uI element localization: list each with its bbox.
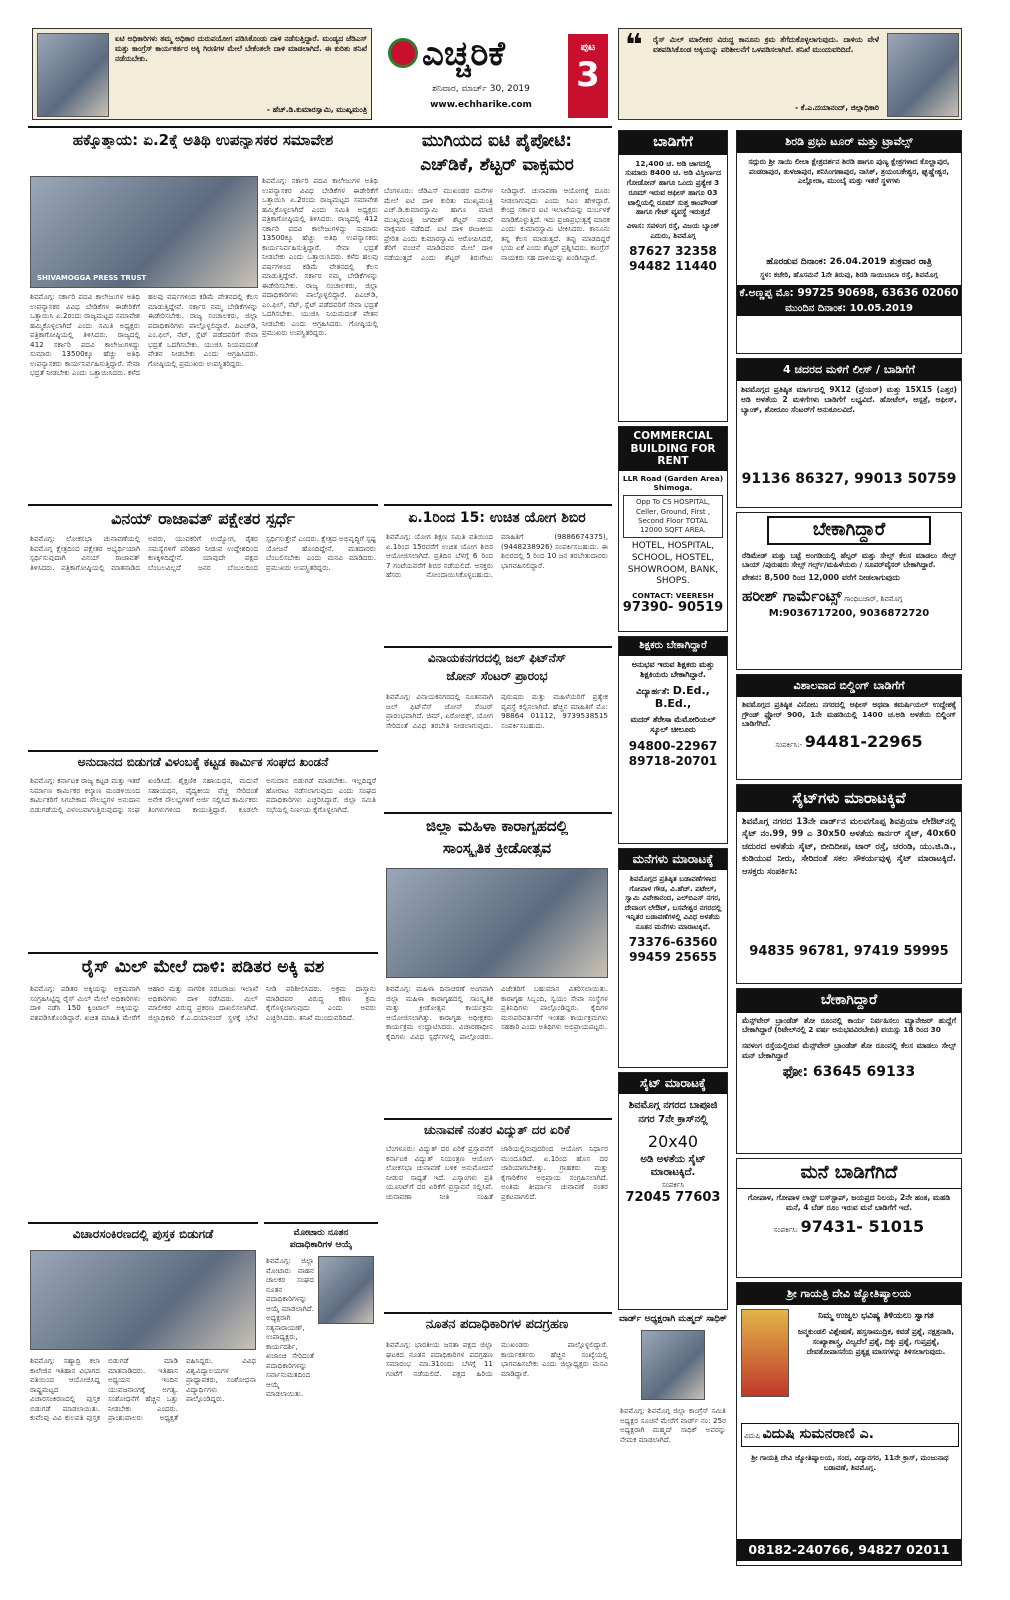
masthead-date: ಶನಿವಾರ, ಮಾರ್ಚ್ 30, 2019 [432,84,530,94]
classified-uses: HOTEL, HOSPITAL, SCHOOL, HOSTEL, SHOWROOM, BANK, SHOPS. [627,541,719,587]
article-body: ಶಿವಮೊಗ್ಗ: ಲೋಕಸಭಾ ಚುನಾವಣೆಯಲ್ಲಿ ಶಿವಮೊಗ್ಗ ಕ್ಷೇತ್ರದಿಂದ ಪಕ್ಷೇತರ ಅಭ್ಯರ್ಥಿಯಾಗಿ ಸ್ಪರ್ಧಿಸುವುದಾಗಿ ವಿನಯ್ ರಾಜಾವತ್ ತಿಳಿಸಿದರು. ಪತ್ರಿಕಾಗೋಷ್ಠಿಯಲ್ಲಿ ಮಾತನಾಡಿದ ಅವರು, ಯುವಕರಿಗೆ ಉದ್ಯೋಗ, ರೈತರ ಸಮಸ್ಯೆಗಳಿಗೆ ಪರಿಹಾರ ನೀಡುವ ಉದ್ದೇಶದಿಂದ ಕಣಕ್ಕಿಳಿದಿದ್ದೇನೆ. ಯಾವುದೇ ಪಕ್ಷದ ಬೆಂಬಲವಿಲ್ಲದೆ ಜನರ ಬೆಂಬಲದಿಂದ ಸ್ಪರ್ಧಿಸುತ್ತೇನೆ ಎಂದರು. ಕ್ಷೇತ್ರದ ಅಭಿವೃದ್ಧಿಗೆ ಸ್ಪಷ್ಟ ಯೋಜನೆ ಹೊಂದಿದ್ದೇನೆ. ಮತದಾರರು ಬೆಂಬಲಿಸಬೇಕು ಎಂದು ಮನವಿ ಮಾಡಿದರು. ಪ್ರಮುಖರು ಉಪಸ್ಥಿತರಿದ್ದರು. [30,534,376,572]
classified-body: ಶಿವಮೊಗ್ಗದ ಪ್ರತಿಷ್ಠಿತ ಬಡಾವಣೆಗಳಾದ ಗೋಪಾಳ ಗೌಡ, ವಿ.ಹೆಚ್. ಪಟೇಲ್, ಸ್ವಾಮಿ ವಿವೇಕಾನಂದ, ಎಲ್‌ಬಿಎಸ್ ನಗರ, ದೇವಾಂಗ ಲೇಔಟ್, ಬಸವೇಶ್ವರ ನಗರದಲ್ಲಿ ಇನ್ನಿತರ ಬಡಾವಣೆಗಳಲ್ಲಿ ವಿವಿಧ ಅಳತೆಯ ನೂತನ ಮನೆಗಳು ಮಾರಾಟಕ್ಕಿವೆ. [624,874,722,931]
article-body: ಶಿವಮೊಗ್ಗ: ವಿನಾಯಕನಗರದಲ್ಲಿ ನೂತನವಾಗಿ ಜಲ್ ಫಿಟ್‌ನೆಸ್ ಜೋನ್ ಸೆಂಟರ್ ಪ್ರಾರಂಭವಾಗಿದೆ. ಜಿಮ್, ಏರೋಬಿಕ್ಸ್, ಯೋಗ ಸೇರಿದಂತೆ ವಿವಿಧ ತರಬೇತಿ ನೀಡಲಾಗುವುದು. ಪುರುಷರು ಮತ್ತು ಮಹಿಳೆಯರಿಗೆ ಪ್ರತ್ಯೇಕ ವ್ಯವಸ್ಥೆ ಕಲ್ಪಿಸಲಾಗಿದೆ. ಹೆಚ್ಚಿನ ಮಾಹಿತಿಗೆ ಮೊ: 98864 01112, 9739538515 ಸಂಪರ್ಕಿಸಬಹುದು. [386,692,608,730]
classified-body: ಶಿವಮೊಗ್ಗದ ಪ್ರತಿಷ್ಠಿತ ವಿನೋಬ ನಗರದಲ್ಲಿ ಆಫೀಸ್ ಅಥವಾ ಕಮರ್ಷಿಯಲ್ ಉದ್ದೇಶಕ್ಕೆ ಗ್ರೌಂಡ್ ಫ್ಲೋರ್ 900, 1ನೇ ಮಹಡಿಯಲ್ಲಿ 1400 ಚ.ಅಡಿ ಅಳತೆಯ ಬಿಲ್ಡಿಂಗ್ ಬಾಡಿಗೆಗಿದೆ. [742,699,956,729]
next-date: ಮುಂದಿನ ದಿನಾಂಕ: 10.05.2019 [737,302,961,317]
classified-four-sqm [736,358,962,508]
article-body: ಶಿವಮೊಗ್ಗ: ಸರ್ಕಾರಿ ಪದವಿ ಕಾಲೇಜುಗಳ ಅತಿಥಿ ಉಪನ್ಯಾಸಕರ ವಿವಿಧ ಬೇಡಿಕೆಗಳ ಈಡೇರಿಕೆಗೆ ಒತ್ತಾಯಿಸಿ ಏ.2ರಂದು ರಾಜ್ಯಮಟ್ಟದ ಸಮಾವೇಶ ಹಮ್ಮಿಕೊಳ್ಳಲಾಗಿದೆ ಎಂದು ಸಮಿತಿ ಅಧ್ಯಕ್ಷರು ಪತ್ರಿಕಾಗೋಷ್ಠಿಯಲ್ಲಿ ತಿಳಿಸಿದರು. ರಾಜ್ಯದಲ್ಲಿ 412 ಸರ್ಕಾರಿ ಪದವಿ ಕಾಲೇಜುಗಳಿದ್ದು ಸುಮಾರು 13500ಕ್ಕೂ ಹೆಚ್ಚು ಅತಿಥಿ ಉಪನ್ಯಾಸಕರು ಕಾರ್ಯನಿರ್ವಹಿಸುತ್ತಿದ್ದಾರೆ. ಸೇವಾ ಭದ್ರತೆ ನೀಡಬೇಕು ಎಂದು ಒತ್ತಾಯಿಸಿದರು. ಕಳೆದ ಹಲವು ವರ್ಷಗಳಿಂದ ಕಡಿಮೆ ವೇತನದಲ್ಲಿ ಕೆಲಸ ಮಾಡುತ್ತಿದ್ದೇವೆ. ಸರ್ಕಾರ ನಮ್ಮ ಬೇಡಿಕೆಗಳನ್ನು ಈಡೇರಿಸಬೇಕು. ರಾಜ್ಯ ಸಂಚಾಲಕರು, ಜಿಲ್ಲಾ ಪದಾಧಿಕಾರಿಗಳು ಪಾಲ್ಗೊಳ್ಳಲಿದ್ದಾರೆ. ಪಿಎಚ್‌ಡಿ, ಎಂ.ಫಿಲ್, ನೆಟ್, ಸ್ಲೆಟ್ ಪಡೆದವರಿಗೆ ಸೇವಾ ಭದ್ರತೆ ಒದಗಿಸಬೇಕು. ಯುಜಿಸಿ ನಿಯಮದಂತೆ ವೇತನ ನೀಡಬೇಕು ಎಂದು ಆಗ್ರಹಿಸಿದರು. ಗೋಷ್ಠಿಯಲ್ಲಿ ಪ್ರಮುಖರು ಉಪಸ್ಥಿತರಿದ್ದರು. [30,292,258,377]
classified-body: ಗೋಪಾಳ, ಗೋಪಾಳ ಲಾಸ್ಟ್ ಬಸ್‌ಸ್ಟಾಪ್, ಜಯಪ್ರದ ನಿಲಯ, 2ನೇ ಹಂತ, ಮಹಡಿ ಮನೆ, 4 ಬೆಡ್ ರೂಂ ಇರುವ ಮನೆ ಬಾಡಿಗೆಗೆ ಇದೆ. [747,1192,951,1212]
classified-body: ಜನ್ಮಕುಂಡಲಿ ವಿಶ್ಲೇಷಣೆ, ಹಸ್ತಸಾಮುದ್ರಿಕ, ಕವಡೆ ಪ್ರಶ್ನೆ, ನಕ್ಷತ್ರನಾಡಿ, ಸಂಖ್ಯಾಶಾಸ್ತ್ರ, ವಿಲ್ವದೆಲೆ ಪ್ರಶ್ನೆ, ದಿಕ್ಕು ಪ್ರಶ್ನೆ, ಗುಪ್ತಪ್ರಶ್ನೆ, ದೇವತೋಪಾಸನೆಯ ಪ್ರತ್ಯಕ್ಷ ಮಾಸಗಳನ್ನು ತಿಳಿಸಲಾಗುವುದು. [797,1327,955,1356]
logo-icon [388,38,418,68]
shop-location: ಗಾಂಧಿಬಜಾರ್, ಶಿವಮೊಗ್ಗ [844,594,903,603]
classified-big-building [736,674,962,780]
astro-tagline: ನಿಮ್ಮ ಉಜ್ವಲ ಭವಿಷ್ಯ ತಿಳಿಯಲು ಸ್ವಾಗತ [818,1311,934,1321]
quote-right [618,28,962,120]
phone[interactable]: 99459 25655 [629,950,717,964]
headline-new-office: ನೂತನ ಪದಾಧಿಕಾರಿಗಳ ಪದಗ್ರಹಣ [425,1318,569,1332]
salary: ವೇತನ: 8,500 ರಿಂದ 12,000 ವರೆಗೆ ನೀಡಲಾಗುವುದು [742,573,900,583]
classified-houses-sale [618,848,728,1068]
divider [264,1222,378,1224]
article-body: ಶಿವಮೊಗ್ಗ: ಪಡಿತರ ಅಕ್ಕಿಯನ್ನು ಅಕ್ರಮವಾಗಿ ಸಂಗ್ರಹಿಸಿಟ್ಟಿದ್ದ ರೈಸ್ ಮಿಲ್ ಮೇಲೆ ಅಧಿಕಾರಿಗಳು ದಾಳಿ ನಡೆಸಿ 150 ಕ್ವಿಂಟಾಲ್ ಅಕ್ಕಿಯನ್ನು ವಶಪಡಿಸಿಕೊಂಡಿದ್ದಾರೆ. ಖಚಿತ ಮಾಹಿತಿ ಮೇರೆಗೆ ಆಹಾರ ಮತ್ತು ನಾಗರಿಕ ಸರಬರಾಜು ಇಲಾಖೆ ಅಧಿಕಾರಿಗಳು ದಾಳಿ ನಡೆಸಿದರು. ಮಿಲ್ ಮಾಲೀಕರ ವಿರುದ್ಧ ಪ್ರಕರಣ ದಾಖಲಿಸಲಾಗಿದೆ. ಜಿಲ್ಲಾಧಿಕಾರಿ ಕೆ.ಎ.ದಯಾನಂದ್ ಸ್ಥಳಕ್ಕೆ ಭೇಟಿ ನೀಡಿ ಪರಿಶೀಲಿಸಿದರು. ಅಕ್ರಮ ದಾಸ್ತಾನು ಮಾಡಿದವರ ವಿರುದ್ಧ ಕಠಿಣ ಕ್ರಮ ಕೈಗೊಳ್ಳಲಾಗುವುದು ಎಂದು ಅವರು ಎಚ್ಚರಿಸಿದರು. ತನಿಖೆ ಮುಂದುವರಿದಿದೆ. [30,984,376,1022]
headline-vinay: ವಿನಯ್ ರಾಜಾವತ್ ಪಕ್ಷೇತರ ಸ್ಪರ್ಧೆ [111,510,295,528]
article-photo [386,868,608,978]
phone[interactable]: M:9036717200, 9036872720 [768,608,930,620]
classified-title: ವಿಶಾಲವಾದ ಬಿಲ್ಡಿಂಗ್ ಬಾಡಿಗೆಗೆ [737,675,961,697]
notice-body: ಶಿವಮೊಗ್ಗ: ಶಿವಮೊಗ್ಗ ಜಿಲ್ಲಾ ಕಾಂಗ್ರೆಸ್ ಸಮಿತಿ ಅಧ್ಯಕ್ಷರ ಸೂಚನೆ ಮೇರೆಗೆ ವಾರ್ಡ್ ನಂ: 25ರ ಅಧ್ಯಕ್ಷರಾಗಿ ಮಹ್ಮದ್ ಸಾಧಿಕ್ ಅವರನ್ನು ನೇಮಕ ಮಾಡಲಾಗಿದೆ. [620,1406,726,1444]
headline-fitness-2: ಜೋನ್ ಸೆಂಟರ್ ಪ್ರಾರಂಭ [446,670,548,683]
classified-address: ಸ್ಥಳ: ಕಚೇರಿ, ಹೊಸಮನೆ 1ನೇ ತಿರುವು, ಶಿರಡಿ ಸಾಯಿಬಾಬಾ ರಸ್ತೆ, ಶಿವಮೊಗ್ಗ [760,270,938,279]
classified-title: 4 ಚದರದ ಮಳಿಗೆ ಲೀಸ್ / ಬಾಡಿಗೆಗೆ [737,359,961,381]
classified-body: ಸವಳಂಗ ರಸ್ತೆಯಲ್ಲಿರುವ ಮೆನ್ಸ್‌ವೇರ್ ಬ್ರಾಂಡೆಡ್ ಶೋ ರೂಂನಲ್ಲಿ ಕೆಲಸ ಮಾಡಲು ಸೇಲ್ಸ್ ಮನ್ ಬೇಕಾಗಿದ್ದಾರೆ [742,1041,956,1060]
photo-caption: SHIVAMOGGA PRESS TRUST [37,274,147,283]
qualification-label: ವಿದ್ಯಾರ್ಹತೆ: [636,686,670,697]
phone[interactable]: 89718-20701 [628,754,718,768]
classified-details: Opp To CS HOSPITAL, Celler, Ground, First , Second Floor TOTAL 12000 SQFT AREA. [623,495,723,538]
classified-rent [618,130,728,422]
article-body: ಶಿವಮೊಗ್ಗ: ಸಹ್ಯಾದ್ರಿ ಕಲಾ ಕಾಲೇಜಿನ ಇತಿಹಾಸ ವಿಭಾಗದ ವತಿಯಿಂದ ಆಯೋಜಿಸಿದ್ದ ರಾಷ್ಟ್ರಮಟ್ಟದ ವಿಚಾರಸಂಕಿರಣದಲ್ಲಿ ಪುಸ್ತಕ ಬಿಡುಗಡೆ ಮಾಡಲಾಯಿತು. ಕುವೆಂಪು ವಿವಿ ಕುಲಪತಿ ಪುಸ್ತಕ ಬಿಡುಗಡೆ ಮಾಡಿ ಮಾತನಾಡಿದರು. ಇತಿಹಾಸ ಅಧ್ಯಯನ ಇಂದಿನ ಯುವಜನಾಂಗಕ್ಕೆ ಅಗತ್ಯ. ಸಂಶೋಧನೆಗೆ ಹೆಚ್ಚಿನ ಒತ್ತು ನೀಡಬೇಕು ಎಂದರು. ಪ್ರಾಂಶುಪಾಲರು ಅಧ್ಯಕ್ಷತೆ ವಹಿಸಿದ್ದರು. ವಿವಿಧ ವಿಶ್ವವಿದ್ಯಾಲಯಗಳ ಪ್ರಾಧ್ಯಾಪಕರು, ಸಂಶೋಧನಾ ವಿದ್ಯಾರ್ಥಿಗಳು ಪಾಲ್ಗೊಂಡಿದ್ದರು. [30,1356,256,1422]
name-label: ವಿದುಷಿ [744,1432,761,1440]
school-name: ಮದರ್ ತೆರೇಸಾ ಮೆಮೋರಿಯಲ್ ಸ್ಕೂಲ್ ಚೀಲೂರು [630,715,716,734]
classified-body: ಅಡಿ ಅಳತೆಯ ಸೈಟ್ ಮಾರಾಟಕ್ಕಿದೆ. [640,1154,706,1178]
page-number: 3 [576,54,600,95]
page-label: ಪುಟ [580,42,596,53]
divider [28,504,378,506]
author-photo [37,33,109,117]
masthead-url[interactable]: www.echharike.com [430,100,532,110]
phone[interactable]: 87627 32358 [629,244,717,259]
headline-motor-1: ಮೋಟಾರು ನೂತನ [293,1228,349,1238]
article-body: ಶಿವಮೊಗ್ಗ: ಯೋಗ ಶಿಕ್ಷಣ ಸಮಿತಿ ವತಿಯಿಂದ ಏ.1ರಿಂದ 15ರವರೆಗೆ ಉಚಿತ ಯೋಗ ಶಿಬಿರ ಆಯೋಜಿಸಲಾಗಿದೆ. ಪ್ರತಿದಿನ ಬೆಳಗ್ಗೆ 6 ರಿಂದ 7 ಗಂಟೆಯವರೆಗೆ ಶಿಬಿರ ನಡೆಯಲಿದೆ. ಆಸಕ್ತರು ಹೆಸರು ನೋಂದಾಯಿಸಿಕೊಳ್ಳಬಹುದು. ಮಾಹಿತಿಗೆ (9886674375), (9448238926) ಸಂಪರ್ಕಿಸಬಹುದು. ಈ ಶಿಬಿರದಲ್ಲಿ 5 ರಿಂದ 10 ಜನ ತರಬೇತುದಾರರು ಭಾಗವಹಿಸಲಿದ್ದಾರೆ. [386,532,608,579]
ward-president-notice [618,1314,728,1566]
phone[interactable]: 94481-22965 [804,732,923,752]
departure-label: ಹೊರಡುವ ದಿನಾಂಕ: [766,256,827,267]
classified-title: ಶ್ರೀ ಗಾಯತ್ರಿ ದೇವಿ ಜ್ಯೋತಿಷ್ಯಾಲಯ [737,1283,961,1305]
headline-book: ವಿಚಾರಸಂಕಿರಣದಲ್ಲಿ ಪುಸ್ತಕ ಬಿಡುಗಡೆ [72,1228,214,1241]
classified-title: ಬೇಕಾಗಿದ್ದಾರೆ [737,989,961,1013]
divider [28,126,612,128]
classified-title: ಬೇಕಾಗಿದ್ದಾರೆ [767,516,931,545]
headline-jail-1: ಜಿಲ್ಲಾ ಮಹಿಳಾ ಕಾರಾಗೃಹದಲ್ಲಿ [426,818,568,835]
page-number-box [568,34,608,118]
divider [28,750,378,752]
classified-location: LLR Road (Garden Area) Shimoga. [622,473,724,493]
headline-rice-mill: ರೈಸ್ ಮಿಲ್ ಮೇಲೆ ದಾಳಿ: ಪಡಿತರ ಅಕ್ಕಿ ವಶ [81,958,325,977]
masthead-logo: ಎಚ್ಚರಿಕೆ [422,34,506,74]
quote-text: ರೈಸ್ ಮಿಲ್ ಮಾಲೀಕರ ವಿರುದ್ಧ ಕಾನೂನು ಕ್ರಮ ತೆಗೆದುಕೊಳ್ಳಲಾಗುವುದು. ದಾಳಿಯ ವೇಳೆ ವಶಪಡಿಸಿಕೊಂಡ ಅಕ್ಕಿಯನ್ನು ಪರಿಶೀಲನೆಗೆ ಒಳಪಡಿಸಲಾಗಿದೆ. ತನಿಖೆ ಮುಂದುವರಿದಿದೆ. [653,35,879,54]
classified-title: ಬಾಡಿಗೆಗೆ [619,131,727,155]
headline-it-raid-2: ಎಚ್‌ಡಿಕೆ, ಶೆಟ್ಟರ್ ವಾಕ್ಸಮರ [420,156,574,175]
article-body: ಶಿವಮೊಗ್ಗ: ಕರ್ನಾಟಕ ರಾಜ್ಯ ಕಟ್ಟಡ ಮತ್ತು ಇತರೆ ನಿರ್ಮಾಣ ಕಾರ್ಮಿಕರ ಕಲ್ಯಾಣ ಮಂಡಳಿಯಿಂದ ಕಾರ್ಮಿಕರಿಗೆ ಸಿಗಬೇಕಾದ ಸೌಲಭ್ಯಗಳ ಅನುದಾನ ಬಿಡುಗಡೆಯಲ್ಲಿ ವಿಳಂಬವಾಗುತ್ತಿರುವುದನ್ನು ಸಂಘ ಖಂಡಿಸಿದೆ. ಶೈಕ್ಷಣಿಕ ಸಹಾಯಧನ, ಮದುವೆ ಸಹಾಯಧನ, ವೈದ್ಯಕೀಯ ವೆಚ್ಚ ಸೇರಿದಂತೆ ಅನೇಕ ಸೌಲಭ್ಯಗಳಿಗೆ ಅರ್ಜಿ ಸಲ್ಲಿಸಿದ ಕಾರ್ಮಿಕರು ತಿಂಗಳುಗಳಿಂದ ಕಾಯುತ್ತಿದ್ದಾರೆ. ಕೂಡಲೇ ಅನುದಾನ ಬಿಡುಗಡೆ ಮಾಡಬೇಕು. ಇಲ್ಲದಿದ್ದರೆ ಹೋರಾಟ ನಡೆಸಲಾಗುವುದು ಎಂದು ಸಂಘದ ಪದಾಧಿಕಾರಿಗಳು ಎಚ್ಚರಿಸಿದ್ದಾರೆ. ಜಿಲ್ಲಾ ಸಮಿತಿ ಸಭೆಯಲ್ಲಿ ನಿರ್ಣಯ ಕೈಗೊಳ್ಳಲಾಗಿದೆ. [30,776,376,814]
article-photo [30,1250,256,1350]
classified-title: ಸೈಟ್‌ಗಳು ಮಾರಾಟಕ್ಕಿವೆ [737,785,961,812]
classified-title: COMMERCIAL BUILDING FOR RENT [619,427,727,471]
classified-wanted [736,512,962,670]
shop-name: ಹರೀಶ್ ಗಾರ್ಮೆಂಟ್ಸ್ [742,586,842,605]
masthead [384,28,612,120]
classified-commercial [618,426,728,632]
classified-title: ಶಿಕ್ಷಕರು ಬೇಕಾಗಿದ್ದಾರೆ [619,637,727,656]
classified-teachers [618,636,728,844]
classified-shirdi [736,130,962,354]
classified-body: ಶಿವಮೊಗ್ಗ ನಗರದ 13ನೇ ವಾರ್ಡ್‌ನ ಮಲವಗೊಪ್ಪ ಶಿವಪ್ರಿಯಾ ಲೇಔಟ್‌ನಲ್ಲಿ ಸೈಟ್ ನಂ.99, 99 ಎ 30x50 ಅಳತೆಯ ಕಾರ್ನರ್ ಸೈಟ್, 40x60 ಚದುರದ ಅಳತೆಯ ಸೈಟ್, ಬೀದಿದೀಪ, ಟಾರ್ ರಸ್ತೆ, ಚರಂಡಿ, ಯು.ಜಿ.ಡಿ., ಕುಡಿಯುವ ನೀರು, ಸೇರಿದಂತೆ ಸಕಲ ಸೌಕರ್ಯವುಳ್ಳ ಸೈಟ್ ಮಾರಾಟಕ್ಕಿದೆ. ಆಸಕ್ತರು ಸಂಪರ್ಕಿಸಿ: [742,816,956,877]
divider [384,646,612,648]
classified-astro [736,1282,962,1566]
headline-fitness-1: ವಿನಾಯಕನಗರದಲ್ಲಿ ಜಲ್ ಫಿಟ್‌ನೆಸ್ [427,652,567,665]
phone[interactable]: 94800-22967 [628,739,718,753]
classified-wanted-2 [736,988,962,1154]
divider [384,1118,612,1120]
phone[interactable]: ಕೆ.ಅಣ್ಣಪ್ಪ ಮೊ: 99725 90698, 63636 02060 [737,285,961,302]
person-photo [641,1330,705,1400]
quote-mark-icon: ❝ [625,31,643,61]
phone[interactable]: ಫೋ: 63645 69133 [782,1063,916,1080]
article-body: ಶಿವಮೊಗ್ಗ: ಜಿಲ್ಲಾ ಮೋಟಾರು ವಾಹನ ಚಾಲಕರ ಸಂಘದ ನೂತನ ಪದಾಧಿಕಾರಿಗಳನ್ನು ಆಯ್ಕೆ ಮಾಡಲಾಗಿದೆ. ಅಧ್ಯಕ್ಷರಾಗಿ ಸತ್ಯನಾರಾಯಣ್, ಉಪಾಧ್ಯಕ್ಷರು, ಕಾರ್ಯದರ್ಶಿ, ಖಜಾಂಚಿ ಸೇರಿದಂತೆ ಪದಾಧಿಕಾರಿಗಳನ್ನು ಸರ್ವಾನುಮತದಿಂದ ಆಯ್ಕೆ ಮಾಡಲಾಯಿತು. [266,1256,314,1398]
phone[interactable]: 91136 86327, 99013 50759 [741,470,957,487]
quote-author: - ಕೆ.ಎ.ದಯಾನಂದ್, ಜಿಲ್ಲಾಧಿಕಾರಿ [795,103,879,112]
phone[interactable]: 94482 11440 [629,259,717,274]
classified-body: ರೆಡಿಮೇಡ್ ಮತ್ತು ಬಟ್ಟೆ ಅಂಗಡಿಯಲ್ಲಿ ಹೆಲ್ಪರ್ ಮತ್ತು ಸೇಲ್ಸ್ ಕೆಲಸ ಮಾಡಲು ಸೇಲ್ಸ್ ಬಾಯ್ /ಪುರುಷರು ಸೇಲ್ಸ್ ಗರ್ಲ್ಸ್/ಮಹಿಳೆಯರು / ಸೂಪರ್‌ವೈಸರ್ ಬೇಕಾಗಿದ್ದಾರೆ. [742,550,956,570]
contact-name: VEERESH [675,590,714,600]
classified-sites [736,784,962,984]
divider [28,1222,258,1224]
departure-date: 26.04.2019 ಶುಕ್ರವಾರ ರಾತ್ರಿ [829,256,932,267]
classified-house-rent [736,1158,962,1278]
divider [384,504,612,506]
headline-jail-2: ಸಾಂಸ್ಕೃತಿಕ ಕ್ರೀಡೋತ್ಸವ [442,840,552,857]
headline-workers: ಅನುದಾನದ ಬಿಡುಗಡೆ ವಿಳಂಬಕ್ಕೆ ಕಟ್ಟಡ ಕಾರ್ಮಿಕ ಸಂಘದ ಖಂಡನೆ [77,756,329,769]
article-photo [30,176,258,288]
headline-it-raid-1: ಮುಗಿಯದ ಐಟಿ ಪೈಪೋಟಿ: [421,132,573,151]
person-photo [318,1256,374,1324]
headline-electricity: ಚುನಾವಣೆ ನಂತರ ವಿದ್ಯುತ್ ದರ ಏರಿಕೆ [423,1124,571,1137]
divider [384,812,612,814]
headline-guest-lecturers: ಹಕ್ಕೊತ್ತಾಯ: ಏ.2ಕ್ಕೆ ಅತಿಥಿ ಉಪನ್ಯಾಸಕರ ಸಮಾವೇಶ [72,132,334,149]
phone[interactable]: 73376-63560 [628,935,718,949]
article-body: ಬೆಂಗಳೂರು: ಜೆಡಿಎಸ್ ಮುಖಂಡರ ಮನೆಗಳ ಮೇಲೆ ಐಟಿ ದಾಳಿ ಕುರಿತು ಮುಖ್ಯಮಂತ್ರಿ ಎಚ್.ಡಿ.ಕುಮಾರಸ್ವಾಮಿ ಹಾಗೂ ಮಾಜಿ ಮುಖ್ಯಮಂತ್ರಿ ಜಗದೀಶ್ ಶೆಟ್ಟರ್ ನಡುವೆ ವಾಕ್ಸಮರ ನಡೆದಿದೆ. ಐಟಿ ದಾಳಿ ರಾಜಕೀಯ ಪ್ರೇರಿತ ಎಂದು ಕುಮಾರಸ್ವಾಮಿ ಆರೋಪಿಸಿದರೆ, ತೆರಿಗೆ ವಂಚನೆ ಮಾಡಿದವರ ಮೇಲೆ ದಾಳಿ ನಡೆಯುತ್ತದೆ ಎಂದು ಶೆಟ್ಟರ್ ತಿರುಗೇಟು ನೀಡಿದ್ದಾರೆ. ಚುನಾವಣಾ ಆಯೋಗಕ್ಕೆ ದೂರು ನೀಡಲಾಗುವುದು ಎಂದು ಸಿಎಂ ಹೇಳಿದ್ದಾರೆ. ಕೇಂದ್ರ ಸರ್ಕಾರ ಐಟಿ ಇಲಾಖೆಯನ್ನು ದುರ್ಬಳಕೆ ಮಾಡಿಕೊಳ್ಳುತ್ತಿದೆ. ಇದು ಪ್ರಜಾಪ್ರಭುತ್ವಕ್ಕೆ ಮಾರಕ ಎಂದು ಕುಮಾರಸ್ವಾಮಿ ಟೀಕಿಸಿದರು. ಕಾನೂನು ತನ್ನ ಕೆಲಸ ಮಾಡುತ್ತದೆ. ತಪ್ಪು ಮಾಡದಿದ್ದರೆ ಭಯ ಏಕೆ ಎಂದು ಶೆಟ್ಟರ್ ಪ್ರಶ್ನಿಸಿದರು. ಕಾಂಗ್ರೆಸ್ ನಾಯಕರು ಸಹ ದಾಳಿಯನ್ನು ಖಂಡಿಸಿದ್ದಾರೆ. [384,186,610,262]
astrologer-name-row [741,1423,959,1447]
classified-title: ಮನೆ ಬಾಡಿಗೆಗಿದೆ [737,1159,961,1189]
contact-label: CONTACT: [632,590,674,600]
headline-motor-2: ಪದಾಧಿಕಾರಿಗಳ ಆಯ್ಕೆ [289,1240,353,1250]
phone[interactable]: 94835 96781, 97419 59995 [749,943,949,959]
quote-author: - ಹೆಚ್.ಡಿ.ಕುಮಾರಸ್ವಾಮಿ, ಮುಖ್ಯಮಂತ್ರಿ [266,105,367,114]
classified-address: ವಿಳಾಸ: ಸವಳಂಗ ರಸ್ತೆ, ವಿಜಯ ಬ್ಯಾಂಕ್ ಎದುರು, ಶಿವಮೊಗ್ಗ [626,221,720,240]
author-photo [887,33,959,117]
classified-title: ಸೈಟ್ ಮಾರಾಟಕ್ಕೆ [619,1073,727,1094]
classified-title: ಶಿರಡಿ ಪ್ರಭು ಟೂರ್ ಮತ್ತು ಟ್ರಾವೆಲ್ಸ್ [737,131,961,153]
article-body: ಶಿವಮೊಗ್ಗ: ಸರ್ಕಾರಿ ಪದವಿ ಕಾಲೇಜುಗಳ ಅತಿಥಿ ಉಪನ್ಯಾಸಕರ ವಿವಿಧ ಬೇಡಿಕೆಗಳ ಈಡೇರಿಕೆಗೆ ಒತ್ತಾಯಿಸಿ ಏ.2ರಂದು ರಾಜ್ಯಮಟ್ಟದ ಸಮಾವೇಶ ಹಮ್ಮಿಕೊಳ್ಳಲಾಗಿದೆ ಎಂದು ಸಮಿತಿ ಅಧ್ಯಕ್ಷರು ಪತ್ರಿಕಾಗೋಷ್ಠಿಯಲ್ಲಿ ತಿಳಿಸಿದರು. ರಾಜ್ಯದಲ್ಲಿ 412 ಸರ್ಕಾರಿ ಪದವಿ ಕಾಲೇಜುಗಳಿದ್ದು ಸುಮಾರು 13500ಕ್ಕೂ ಹೆಚ್ಚು ಅತಿಥಿ ಉಪನ್ಯಾಸಕರು ಕಾರ್ಯನಿರ್ವಹಿಸುತ್ತಿದ್ದಾರೆ. ಸೇವಾ ಭದ್ರತೆ ನೀಡಬೇಕು ಎಂದು ಒತ್ತಾಯಿಸಿದರು. ಕಳೆದ ಹಲವು ವರ್ಷಗಳಿಂದ ಕಡಿಮೆ ವೇತನದಲ್ಲಿ ಕೆಲಸ ಮಾಡುತ್ತಿದ್ದೇವೆ. ಸರ್ಕಾರ ನಮ್ಮ ಬೇಡಿಕೆಗಳನ್ನು ಈಡೇರಿಸಬೇಕು. ರಾಜ್ಯ ಸಂಚಾಲಕರು, ಜಿಲ್ಲಾ ಪದಾಧಿಕಾರಿಗಳು ಪಾಲ್ಗೊಳ್ಳಲಿದ್ದಾರೆ. ಪಿಎಚ್‌ಡಿ, ಎಂ.ಫಿಲ್, ನೆಟ್, ಸ್ಲೆಟ್ ಪಡೆದವರಿಗೆ ಸೇವಾ ಭದ್ರತೆ ಒದಗಿಸಬೇಕು. ಯುಜಿಸಿ ನಿಯಮದಂತೆ ವೇತನ ನೀಡಬೇಕು ಎಂದು ಆಗ್ರಹಿಸಿದರು. ಗೋಷ್ಠಿಯಲ್ಲಿ ಪ್ರಮುಖರು ಉಪಸ್ಥಿತರಿದ್ದರು. [262,176,378,337]
goddess-image [741,1309,789,1397]
contact-label: ಸಂಪರ್ಕಿಸಿ: [773,1225,799,1234]
site-size: 20x40 [647,1132,699,1151]
article-body: ಬೆಂಗಳೂರು: ವಿದ್ಯುತ್ ದರ ಏರಿಕೆ ಪ್ರಸ್ತಾವನೆಗೆ ಕರ್ನಾಟಕ ವಿದ್ಯುತ್ ನಿಯಂತ್ರಣ ಆಯೋಗ ಲೋಕಸಭಾ ಚುನಾವಣೆ ಬಳಿಕ ಅನುಮೋದನೆ ನೀಡುವ ಸಾಧ್ಯತೆ ಇದೆ. ಎಸ್ಕಾಂಗಳು ಪ್ರತಿ ಯೂನಿಟ್‌ಗೆ ದರ ಏರಿಕೆಗೆ ಪ್ರಸ್ತಾವನೆ ಸಲ್ಲಿಸಿವೆ. ಚುನಾವಣಾ ನೀತಿ ಸಂಹಿತೆ ಜಾರಿಯಲ್ಲಿರುವುದರಿಂದ ಆಯೋಗ ನಿರ್ಧಾರ ಮುಂದೂಡಿದೆ. ಏ.1ರಿಂದ ಹೊಸ ದರ ಜಾರಿಯಾಗಬೇಕಿತ್ತು. ಗ್ರಾಹಕರು ಮತ್ತು ಕೈಗಾರಿಕೆಗಳ ಅಭಿಪ್ರಾಯ ಸಂಗ್ರಹಿಸಲಾಗಿದೆ. ಅಂತಿಮ ತೀರ್ಮಾನ ಚುನಾವಣೆ ನಂತರ ಪ್ರಕಟವಾಗಲಿದೆ. [386,1144,608,1201]
qualification: D.Ed., B.Ed., [654,683,710,711]
phone[interactable]: 72045 77603 [625,1189,721,1205]
notice-title: ವಾರ್ಡ್ ಅಧ್ಯಕ್ಷರಾಗಿ ಮಹ್ಮದ್ ಸಾಧಿಕ್ [619,1314,727,1324]
classified-body: ಶಿವಮೊಗ್ಗ ನಗರದ ಬಾಪೂಜಿ ನಗರ 7ನೇ ಕ್ರಾಸ್‌ನಲ್ಲಿ [628,1100,718,1125]
classified-address: ಶ್ರೀ ಗಾಯತ್ರಿ ದೇವಿ ಜ್ಯೋತಿಷ್ಯಾಲಯ, ಸಂದ, ವಿದ್ಯಾನಗರ, 11ನೇ ಕ್ರಾಸ್, ಮಂಜುನಾಥ ಬಡಾವಣೆ, ಶಿವಮೊಗ್ಗ. [751,1453,949,1472]
headline-yoga: ಏ.1ರಿಂದ 15: ಉಚಿತ ಯೋಗ ಶಿಬಿರ [408,510,586,526]
divider [28,952,378,954]
astrologer-name: ವಿದುಷಿ ಸುಮನರಾಣಿ ಎ. [762,1426,874,1442]
article-body: ಶಿವಮೊಗ್ಗ: ಭಾರತೀಯ ಜನತಾ ಪಕ್ಷದ ಜಿಲ್ಲಾ ಘಟಕದ ನೂತನ ಪದಾಧಿಕಾರಿಗಳ ಪದಗ್ರಹಣ ಸಮಾರಂಭ ಮಾ.31ರಂದು ಬೆಳಗ್ಗೆ 11 ಗಂಟೆಗೆ ನಡೆಯಲಿದೆ. ಪಕ್ಷದ ಹಿರಿಯ ಮುಖಂಡರು ಪಾಲ್ಗೊಳ್ಳಲಿದ್ದಾರೆ. ಕಾರ್ಯಕರ್ತರು ಹೆಚ್ಚಿನ ಸಂಖ್ಯೆಯಲ್ಲಿ ಭಾಗವಹಿಸಬೇಕು ಎಂದು ಜಿಲ್ಲಾಧ್ಯಕ್ಷರು ಮನವಿ ಮಾಡಿದ್ದಾರೆ. [386,1340,608,1378]
contact-label: ಸಂಪರ್ಕಿಸಿ [662,1181,684,1189]
phone[interactable]: 97431- 51015 [800,1216,925,1236]
classified-body: ಸದ್ಗುರು ಶ್ರೀ ಸಾಯಿ ಲೀಲಾ ಕ್ಷೇತ್ರದರ್ಶನ ಶಿರಡಿ ಹಾಗೂ ಪುಣ್ಯ ಕ್ಷೇತ್ರಗಳಾದ ಕೊಲ್ಹಾಪುರ, ಪಂಡರಾಪುರ, ತುಳಜಾಪುರ, ಶನಿಸಿಂಗಣಾಪುರ, ನಾಸಿಕ್, ತ್ರಯಂಬಕೇಶ್ವರ, ಘೃಷ್ಣೇಶ್ವರ, ಎಲ್ಲೋರಾ, ಮುಂಬೈ ಮತ್ತು ಇತರೆ ಸ್ಥಳಗಳು [748,156,950,186]
classified-site-sale [618,1072,728,1310]
classified-title: ಮನೆಗಳು ಮಾರಾಟಕ್ಕೆ [619,849,727,870]
classified-body: 12,400 ಚ. ಅಡಿ ಜಾಗದಲ್ಲಿ ಸುಮಾರು 8400 ಚ. ಅಡಿ ವಿಸ್ತೀರ್ಣದ ಗೋಡೋನ್ ಹಾಗೂ ಒಂದು ಪ್ರತ್ಯೇಕ 3 ರೂಮ್ ಇರುವ ಆಫೀಸ್ ಹಾಗೂ 03 ಟಾಲ್ಲಿಯಲ್ಲಿ ರೂಮ್ ಸುತ್ತ ಕಾಂಪೌಂಡ್ ಹಾಗೂ ಗೇಟ್ ವ್ಯವಸ್ಥೆ ಇರುತ್ತದೆ [625,158,721,217]
quote-text: ಐಟಿ ಅಧಿಕಾರಿಗಳು ತಮ್ಮ ಅಧಿಕಾರ ದುರುಪಯೋಗ ಪಡಿಸಿಕೊಂಡು ದಾಳಿ ನಡೆಸುತ್ತಿದ್ದಾರೆ. ಮಂಡ್ಯದ ಜೆಡಿಎಸ್ ಮತ್ತು ಕಾಂಗ್ರೆಸ್ ಕಾರ್ಯಕರ್ತರ ಅಕ್ಕಿ ಗಿರಣಿಗಳ ಮೇಲೆ ಬೇಕೆಂತಲೇ ದಾಳಿ ಮಾಡಲಾಗಿದೆ. ಈ ಕುರಿತು ತನಿಖೆ ನಡೆಯಬೇಕು. [115,34,367,63]
phone[interactable]: 08182-240766, 94827 02011 [737,1539,961,1561]
classified-body: ಶಿವಮೊಗ್ಗದ ಪ್ರತಿಷ್ಠಿತ ಮಾರ್ಗದಲ್ಲಿ 9X12 (ಪ್ರೆಯರ್) ಮತ್ತು 15X15 (ಎತ್ತರ) ಅಡಿ ಅಳತೆಯ 2 ಮಳಿಗೆಗಳು ಬಾಡಿಗೆಗೆ ಲಭ್ಯವಿದೆ. ಹೋಟೆಲ್, ಆಸ್ಪತ್ರೆ, ಆಫೀಸ್, ಬ್ಯಾಂಕ್, ಶೋರೂಂ ಸೆಂಟರ್‌ಗೆ ಅನುಕೂಲವಿದೆ. [741,384,957,414]
contact-label: ಸಂಪರ್ಕಿಸಿ:- [775,741,803,750]
quote-left [32,28,372,120]
classified-body: ಅನುಭವ ಇರುವ ಶಿಕ್ಷಕರು ಮತ್ತು ಶಿಕ್ಷಕಿಯರು ಬೇಕಾಗಿದ್ದಾರೆ. [631,659,715,679]
article-body: ಶಿವಮೊಗ್ಗ: ಮಹಿಳಾ ದಿನಾಚರಣೆ ಅಂಗವಾಗಿ ಜಿಲ್ಲಾ ಮಹಿಳಾ ಕಾರಾಗೃಹದಲ್ಲಿ ಸಾಂಸ್ಕೃತಿಕ ಮತ್ತು ಕ್ರೀಡೋತ್ಸವ ಕಾರ್ಯಕ್ರಮ ಆಯೋಜಿಸಲಾಗಿತ್ತು. ಕಾರಾಗೃಹ ಅಧೀಕ್ಷಕರು ಕಾರ್ಯಕ್ರಮ ಉದ್ಘಾಟಿಸಿದರು. ವಿಚಾರಣಾಧೀನ ಕೈದಿಗಳು ವಿವಿಧ ಸ್ಪರ್ಧೆಗಳಲ್ಲಿ ಪಾಲ್ಗೊಂಡರು. ವಿಜೇತರಿಗೆ ಬಹುಮಾನ ವಿತರಿಸಲಾಯಿತು. ಕಾರಾಗೃಹ ಸಿಬ್ಬಂದಿ, ಸ್ವಯಂ ಸೇವಾ ಸಂಸ್ಥೆಗಳ ಪ್ರತಿನಿಧಿಗಳು ಪಾಲ್ಗೊಂಡಿದ್ದರು. ಕೈದಿಗಳ ಮನಃಪರಿವರ್ತನೆಗೆ ಇಂತಹ ಕಾರ್ಯಕ್ರಮಗಳು ಸಹಕಾರಿ ಎಂದು ಅತಿಥಿಗಳು ಅಭಿಪ್ರಾಯಪಟ್ಟರು. [386,984,608,1041]
divider [384,1312,612,1314]
classified-body: ಮೆನ್ಸ್‌ವೇರ್ ಬ್ರಾಂಡೆಡ್ ಶೋ ರೂಂನಲ್ಲಿ ಕಾರ್ಯ ನಿರ್ವಹಿಸಲು ಮ್ಯಾನೇಜರ್ ಹುದ್ದೆಗೆ ಬೇಕಾಗಿದ್ದಾರೆ (ರಿಟೇಲ್‌ನಲ್ಲಿ 2 ವರ್ಷ ಅನುಭವವಿರಬೇಕು) ವಯಸ್ಸು 18 ರಿಂದ 30 [742,1015,956,1035]
phone[interactable]: 97390- 90519 [622,600,724,616]
